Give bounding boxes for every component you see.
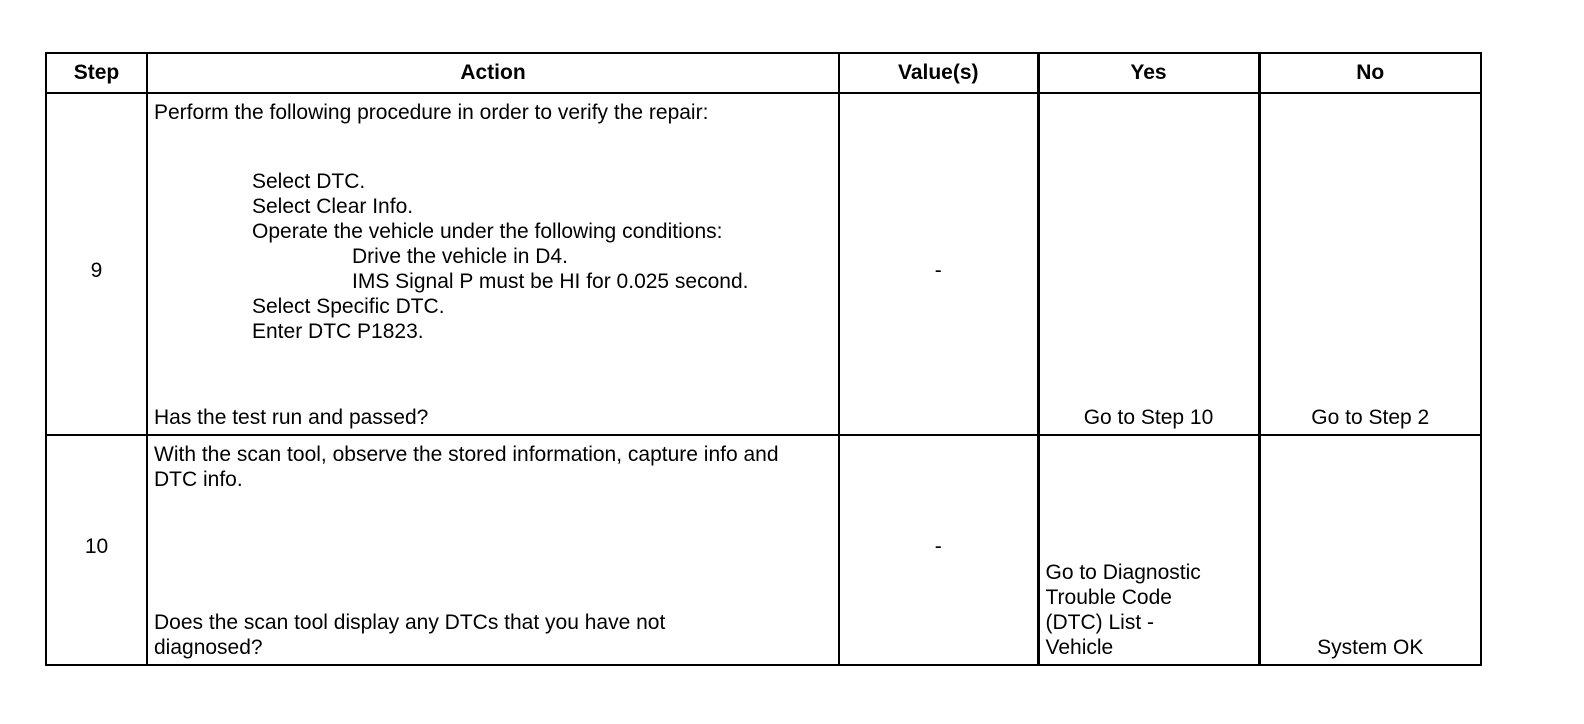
table-row-step-9 (46, 93, 1481, 435)
no-cell (1259, 93, 1481, 435)
action-question-text: Has the test run and passed? (154, 406, 429, 429)
no-outcome: System OK (1317, 636, 1424, 659)
procedure-substeps-list (252, 244, 749, 294)
yes-cell (1038, 93, 1259, 435)
procedure-step: Enter DTC P1823. (252, 320, 424, 343)
procedure-step: Select Clear Info. (252, 195, 414, 218)
diagnostic-table (45, 52, 1482, 666)
action-intro-text: With the scan tool, observe the stored information, capture info and DTC info. (154, 443, 779, 491)
value-cell (839, 93, 1038, 435)
procedure-step: Select DTC. (252, 170, 366, 193)
no-cell (1259, 435, 1481, 665)
procedure-step-text: Operate the vehicle under the following conditions: (252, 220, 723, 243)
header-no: No (1259, 53, 1481, 93)
yes-cell (1038, 435, 1259, 665)
yes-outcome: Go to Diagnostic Trouble Code (DTC) List - Vehicle (1045, 561, 1201, 659)
procedure-substep: IMS Signal P must be HI for 0.025 second. (352, 270, 749, 293)
no-outcome: Go to Step 2 (1311, 406, 1430, 429)
header-values: Value(s) (839, 53, 1038, 93)
step-cell (46, 435, 147, 665)
action-cell (147, 435, 839, 665)
action-cell (147, 93, 839, 435)
header-yes: Yes (1038, 53, 1259, 93)
value-text: - (934, 535, 942, 558)
header-action: Action (147, 53, 839, 93)
table-row-step-10 (46, 435, 1481, 665)
header-step: Step (46, 53, 147, 93)
value-text: - (934, 259, 942, 282)
value-cell (839, 435, 1038, 665)
step-number: 9 (90, 259, 103, 282)
procedure-steps-list (252, 169, 749, 344)
procedure-step (252, 219, 749, 294)
procedure-substep: Drive the vehicle in D4. (352, 245, 568, 268)
action-question-text: Does the scan tool display any DTCs that you have not diagnosed? (154, 611, 666, 659)
yes-outcome: Go to Step 10 (1083, 406, 1214, 429)
diagnostic-table-container (45, 52, 1480, 666)
step-number: 10 (84, 535, 109, 558)
procedure-step: Select Specific DTC. (252, 295, 445, 318)
action-intro-text: Perform the following procedure in order to verify the repair: (154, 101, 709, 124)
table-header-row (46, 53, 1481, 93)
step-cell (46, 93, 147, 435)
